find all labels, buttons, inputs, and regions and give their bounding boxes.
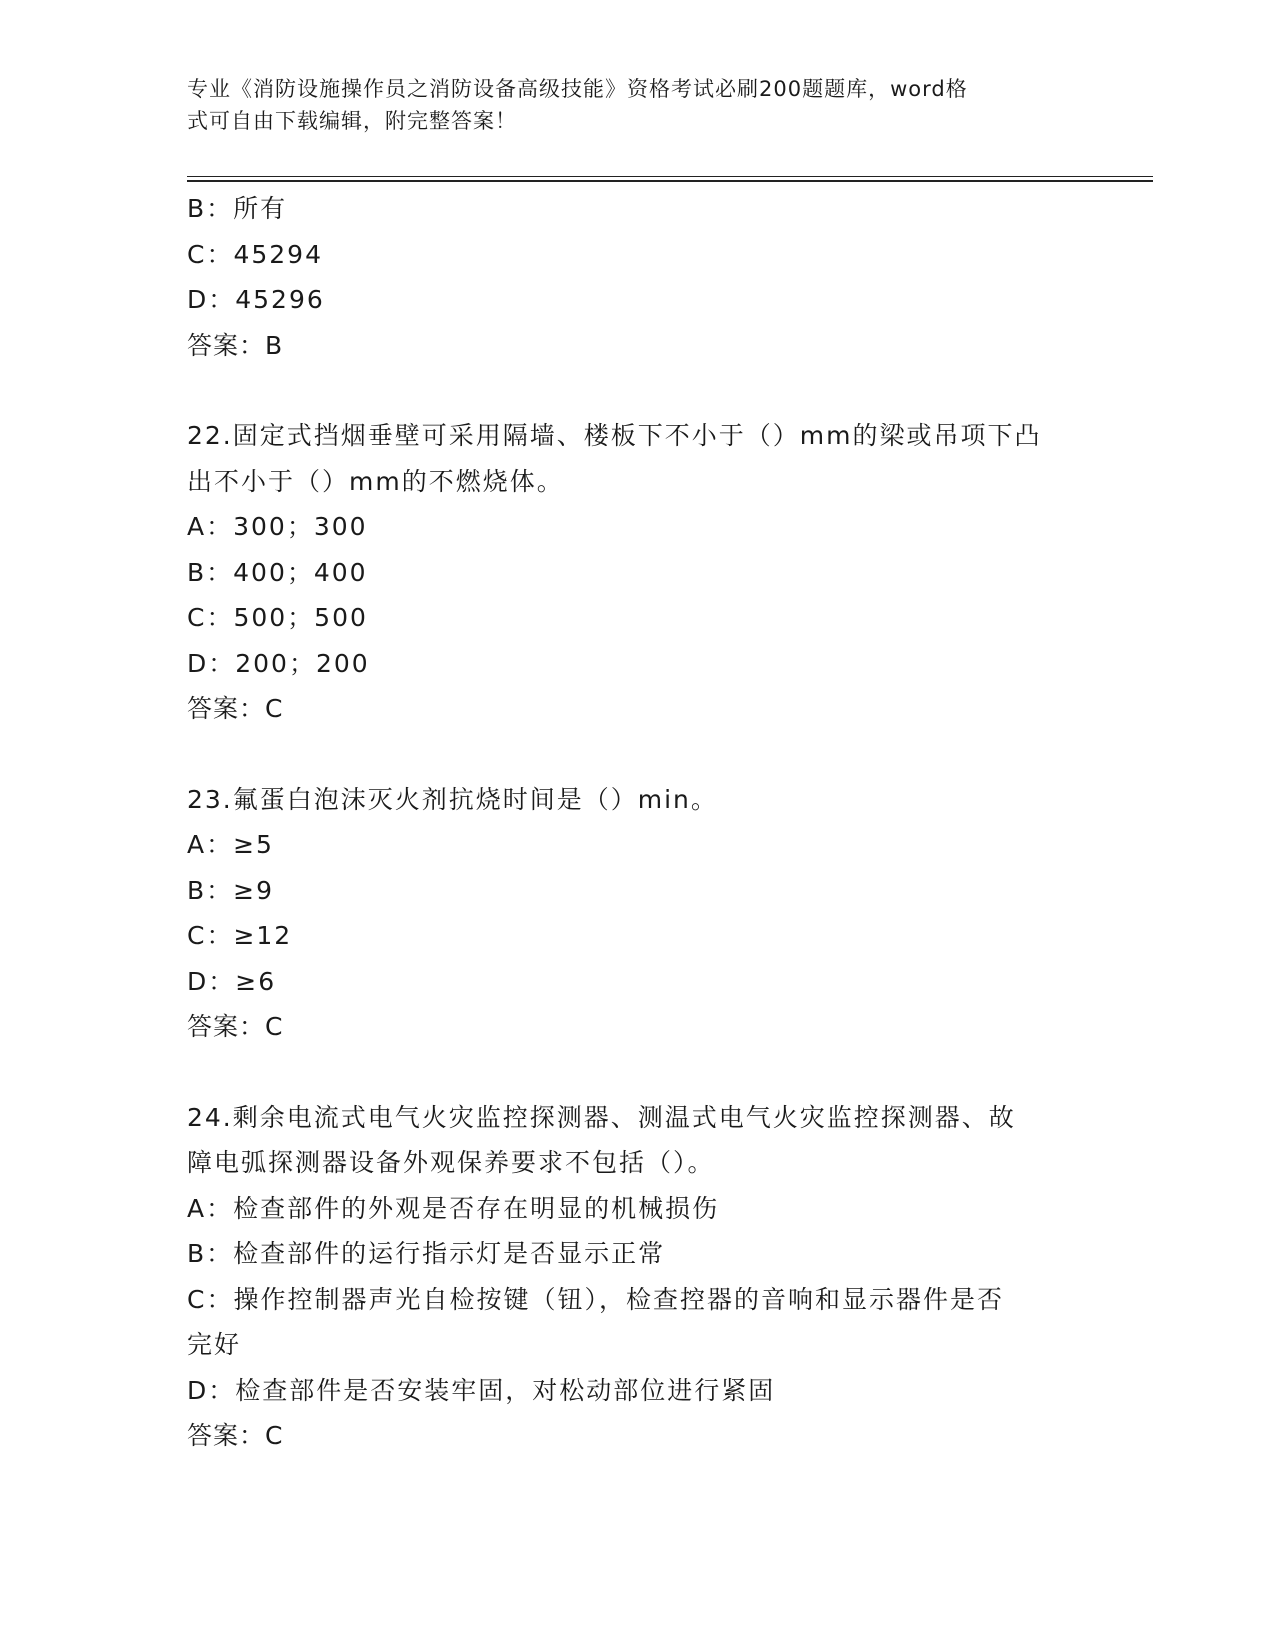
question-24	[187, 1095, 1087, 1459]
header-line-2: 式可自由下载编辑，附完整答案！	[187, 109, 517, 133]
question-21-tail	[187, 186, 1087, 368]
spacer	[187, 732, 1087, 777]
option-b: B：400；400	[187, 557, 368, 587]
option-c: C：500；500	[187, 603, 368, 632]
question-stem-line: 24.剩余电流式电气火灾监控探测器、测温式电气火灾监控探测器、故	[187, 1102, 1016, 1132]
answer-line: 答案：C	[187, 694, 284, 723]
option-d: D：≥6	[187, 966, 277, 996]
option-c-continued: 完好	[187, 1330, 242, 1359]
document-header	[187, 73, 1067, 137]
option-c: C：操作控制器声光自检按键（钮），检查控器的音响和显示器件是否	[187, 1284, 1004, 1314]
header-divider	[187, 176, 1153, 177]
option-d: D：检查部件是否安装牢固，对松动部位进行紧固	[187, 1375, 776, 1405]
answer-line: 答案：B	[187, 330, 284, 360]
option-b: B：所有	[187, 194, 288, 223]
question-stem-line: 22.固定式挡烟垂壁可采用隔墙、楼板下不小于（）mm的梁或吊项下凸	[187, 421, 1042, 450]
option-a: A：≥5	[187, 830, 274, 859]
option-d: D：200；200	[187, 648, 370, 678]
question-22	[187, 413, 1087, 732]
header-line-1: 专业《消防设施操作员之消防设备高级技能》资格考试必刷200题题库，word格	[187, 77, 968, 101]
option-b: B：检查部件的运行指示灯是否显示正常	[187, 1239, 666, 1268]
option-a: A：300；300	[187, 512, 368, 541]
option-d: D：45296	[187, 285, 325, 314]
header-divider-thick	[187, 180, 1153, 182]
question-23	[187, 777, 1087, 1050]
answer-line: 答案：C	[187, 1421, 284, 1450]
option-c: C：≥12	[187, 921, 293, 950]
answer-line: 答案：C	[187, 1012, 284, 1041]
option-a: A：检查部件的外观是否存在明显的机械损伤	[187, 1193, 720, 1223]
question-content	[187, 186, 1087, 1459]
question-stem-line: 出不小于（）mm的不燃烧体。	[187, 466, 564, 496]
option-c: C：45294	[187, 239, 323, 269]
question-stem-line: 23.氟蛋白泡沫灭火剂抗烧时间是（）min。	[187, 784, 718, 814]
spacer	[187, 368, 1087, 413]
spacer	[187, 1050, 1087, 1095]
question-stem-line: 障电弧探测器设备外观保养要求不包括（）。	[187, 1148, 715, 1177]
option-b: B：≥9	[187, 875, 275, 905]
